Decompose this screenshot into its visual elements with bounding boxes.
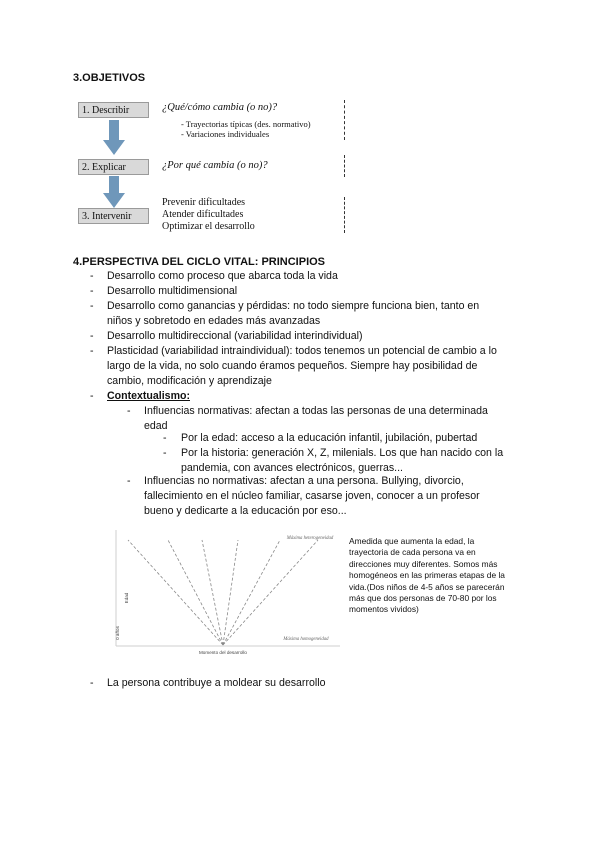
principle-text: Plasticidad (variabilidad intraindividual): todos tenemos un potencial de cambio a lo [107, 345, 497, 357]
principle-text: La persona contribuye a moldear su desarrollo [107, 677, 326, 689]
trajectory-figure [110, 528, 342, 658]
caption-line: Amedida que aumenta la edad, la [349, 536, 475, 546]
principle-text: largo de la vida, no solo cuando éramos pequeños. Siempre hay posibilidad de [107, 360, 478, 372]
intervene-item-1: Prevenir dificultades [162, 197, 246, 208]
step-arrows [101, 118, 127, 210]
trajectory-line [223, 540, 280, 645]
sub-sub-item-text: pandemia, con avances electrónicos, guerras... [181, 462, 404, 474]
bullet-marker: - [90, 330, 94, 342]
bullet-marker: - [127, 475, 131, 487]
figure-bottom-label: Máxima homogeneidad [283, 637, 329, 642]
intervene-item-3: Optimizar el desarrollo [162, 221, 255, 232]
step-explicar-box: 2. Explicar [78, 159, 149, 175]
divider-3 [344, 197, 345, 233]
step-intervenir-box: 3. Intervenir [78, 208, 149, 224]
trajectory-line [223, 540, 238, 645]
caption-line: direcciones muy diferentes. Somos más [349, 558, 498, 569]
section-4-title: 4.PERSPECTIVA DEL CICLO VITAL: PRINCIPIOS [73, 256, 326, 268]
sub-item-text: edad [144, 420, 168, 432]
intervene-item-2: Atender dificultades [162, 209, 244, 220]
bullet-marker: - [90, 390, 94, 402]
figure-caption [349, 536, 505, 616]
bullet-marker: - [163, 432, 167, 444]
arrow-down-icon [103, 176, 125, 208]
bullet-marker: - [90, 345, 94, 357]
trajectory-line [128, 540, 223, 645]
arrow-down-icon [103, 120, 125, 155]
sub-sub-item-text: Por la edad: acceso a la educación infantil, jubilación, pubertad [181, 432, 478, 444]
figure-y-label-mid: Edad [124, 592, 129, 604]
step-describir-box: 1. Describir [78, 102, 149, 118]
figure-x-label: Momento del desarrollo [198, 650, 248, 655]
describe-item-2: - Variaciones individuales [181, 129, 270, 139]
divider-1 [344, 100, 345, 140]
trajectory-line [168, 540, 223, 645]
section-3-title: 3.OBJETIVOS [73, 72, 146, 84]
figure-y-label-low: 0 años [115, 626, 120, 640]
caption-line: trayectoria de cada persona va en [349, 547, 476, 558]
bullet-marker: - [163, 447, 167, 459]
sub-sub-item-text: Por la historia: generación X, Z, milenials. Los que han nacido con la [181, 447, 504, 459]
caption-line: homogéneos en las primeras etapas de la [349, 570, 505, 581]
explain-question: ¿Por qué cambia (o no)? [162, 160, 268, 171]
principle-text: cambio, modificación y aprendizaje [107, 375, 272, 387]
divider-2 [344, 155, 345, 177]
bullet-marker: - [127, 405, 131, 417]
principle-text: Desarrollo multidimensional [107, 285, 238, 297]
trajectory-line [223, 540, 318, 645]
caption-line: más que dos personas de 70-80 por los [349, 593, 497, 604]
sub-item-text: Influencias no normativas: afectan a una persona. Bullying, divorcio, [144, 475, 464, 487]
describe-item-1: - Trayectorias típicas (des. normativo) [181, 119, 311, 129]
principle-text: Desarrollo como ganancias y pérdidas: no todo siempre funciona bien, tanto en [107, 300, 480, 312]
trajectory-line [202, 540, 223, 645]
bullet-marker: - [90, 677, 94, 689]
bullet-marker: - [90, 270, 94, 282]
caption-line: momentos vividos) [349, 604, 419, 615]
describe-question: ¿Qué/cómo cambia (o no)? [162, 102, 278, 113]
principle-text: niños y sobretodo en edades más avanzadas [107, 315, 321, 327]
principle-text: Desarrollo multidireccional (variabilidad interindividual) [107, 330, 363, 342]
contextualismo-heading: Contextualismo: [107, 390, 190, 402]
sub-item-text: fallecimiento en el núcleo familiar, casarse joven, conocer a un profesor [144, 490, 480, 502]
principle-text: Desarrollo como proceso que abarca toda la vida [107, 270, 338, 282]
caption-line: vida.(Dos niños de 4-5 años se parecerán [349, 581, 505, 592]
figure-top-label: Máxima heterogeneidad [286, 536, 334, 541]
bullet-marker: - [90, 285, 94, 297]
sub-item-text: bueno y dedicarte a la educación por eso... [144, 505, 347, 517]
sub-item-text: Influencias normativas: afectan a todas las personas de una determinada [144, 405, 488, 417]
bullet-marker: - [90, 300, 94, 312]
